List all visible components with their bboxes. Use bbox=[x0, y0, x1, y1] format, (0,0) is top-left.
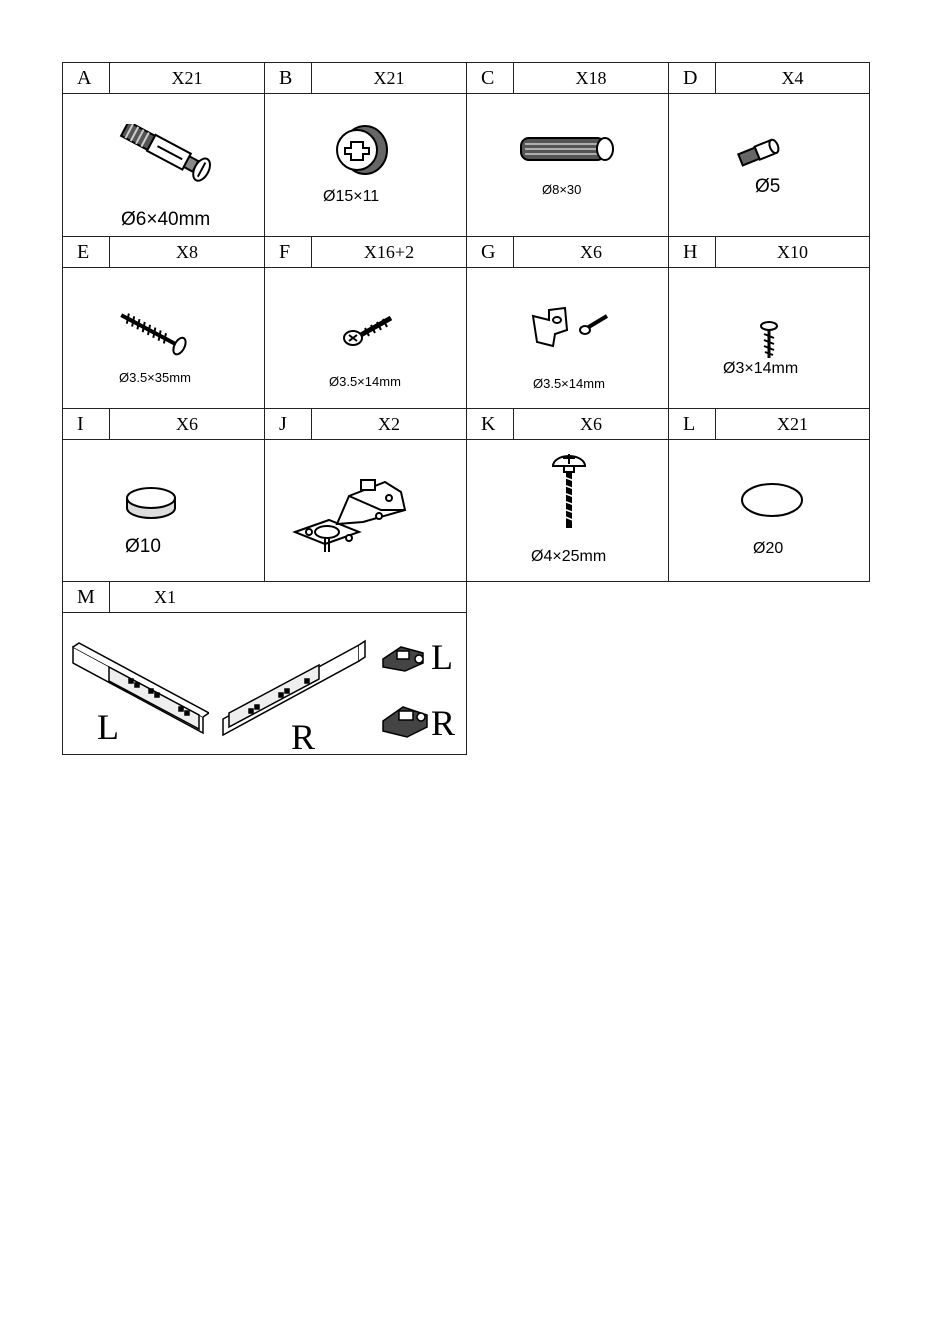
part-letter: J bbox=[265, 409, 312, 439]
part-quantity: X21 bbox=[171, 68, 203, 88]
part-quantity: X1 bbox=[154, 587, 176, 607]
part-header bbox=[669, 237, 869, 268]
part-dimension: Ø3.5×14mm bbox=[329, 374, 401, 389]
drawer-slide-set-icon bbox=[63, 613, 466, 757]
part-letter: I bbox=[63, 409, 110, 439]
part-quantity: X4 bbox=[781, 68, 804, 88]
part-letter: C bbox=[467, 63, 514, 93]
part-dimension: Ø5 bbox=[755, 176, 781, 197]
part-quantity: X10 bbox=[777, 242, 808, 262]
part-dimension: Ø4×25mm bbox=[531, 548, 607, 565]
part-header bbox=[265, 409, 466, 440]
short-screw-icon bbox=[341, 308, 401, 350]
part-letter: M bbox=[63, 582, 110, 612]
part-quantity: X16+2 bbox=[363, 242, 415, 262]
left-rail-icon bbox=[69, 633, 209, 747]
part-letter: K bbox=[467, 409, 514, 439]
part-quantity: X6 bbox=[176, 414, 198, 434]
part-letter: B bbox=[265, 63, 312, 93]
part-quantity: X6 bbox=[580, 414, 602, 434]
clip-left-label: L bbox=[431, 637, 453, 677]
part-dimension: Ø3.5×35mm bbox=[119, 370, 191, 385]
part-header bbox=[63, 237, 264, 268]
part-quantity: X21 bbox=[777, 414, 808, 434]
part-quantity: X21 bbox=[373, 68, 405, 88]
part-header bbox=[63, 582, 466, 613]
part-header bbox=[467, 63, 668, 94]
part-header bbox=[265, 63, 466, 94]
part-cell-b bbox=[264, 62, 467, 237]
part-letter: H bbox=[669, 237, 716, 267]
part-letter: F bbox=[265, 237, 312, 267]
cam-lock-icon bbox=[331, 122, 391, 178]
part-header bbox=[467, 237, 668, 268]
part-header bbox=[63, 63, 264, 94]
part-quantity: X2 bbox=[378, 414, 400, 434]
part-header bbox=[669, 63, 869, 94]
bracket-and-screw-icon bbox=[527, 302, 617, 352]
part-dimension: Ø3×14mm bbox=[723, 360, 799, 377]
part-dimension: Ø20 bbox=[753, 540, 784, 557]
clip-right-label: R bbox=[431, 703, 456, 743]
part-dimension: Ø8×30 bbox=[542, 182, 582, 197]
part-cell-l bbox=[668, 408, 870, 582]
part-header bbox=[265, 237, 466, 268]
part-header bbox=[63, 409, 264, 440]
part-cell-c bbox=[466, 62, 669, 237]
part-quantity: X6 bbox=[580, 242, 602, 262]
rail-left-label: L bbox=[97, 707, 119, 747]
part-header bbox=[467, 409, 668, 440]
part-dimension: Ø10 bbox=[125, 536, 161, 557]
part-cell-a bbox=[62, 62, 265, 237]
wooden-dowel-icon bbox=[517, 132, 617, 166]
part-letter: D bbox=[669, 63, 716, 93]
cam-bolt-icon bbox=[113, 124, 223, 184]
part-header bbox=[669, 409, 869, 440]
part-cell-g bbox=[466, 236, 669, 409]
part-cell-e bbox=[62, 236, 265, 409]
left-clip-icon bbox=[379, 641, 429, 675]
rail-right-label: R bbox=[291, 717, 316, 757]
part-dimension: Ø15×11 bbox=[323, 188, 380, 205]
cover-cap-icon bbox=[739, 480, 805, 520]
part-letter: E bbox=[63, 237, 110, 267]
shelf-pin-icon bbox=[735, 134, 785, 170]
part-cell-f bbox=[264, 236, 467, 409]
pan-head-screw-icon bbox=[549, 452, 589, 532]
part-quantity: X8 bbox=[176, 242, 198, 262]
part-cell-k bbox=[466, 408, 669, 582]
part-dimension: Ø3.5×14mm bbox=[533, 376, 605, 391]
part-cell-h bbox=[668, 236, 870, 409]
small-screw-icon bbox=[757, 320, 781, 362]
part-letter: L bbox=[669, 409, 716, 439]
part-quantity: X18 bbox=[575, 68, 607, 88]
part-letter: A bbox=[63, 63, 110, 93]
part-dimension: Ø6×40mm bbox=[121, 209, 211, 230]
part-cell-d bbox=[668, 62, 870, 237]
part-cell-i bbox=[62, 408, 265, 582]
part-cell-m bbox=[62, 581, 467, 755]
hinge-icon bbox=[289, 476, 419, 564]
round-pad-icon bbox=[123, 484, 179, 524]
part-cell-j bbox=[264, 408, 467, 582]
long-screw-icon bbox=[113, 304, 193, 360]
right-clip-icon bbox=[379, 701, 433, 741]
part-letter: G bbox=[467, 237, 514, 267]
